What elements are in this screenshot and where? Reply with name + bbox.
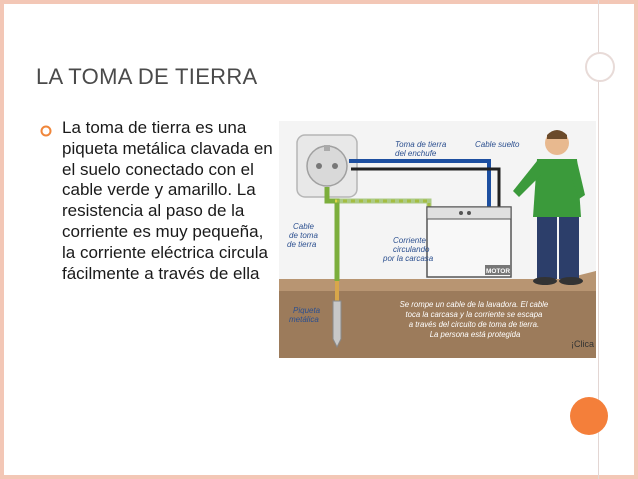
hollow-circle-bullet-icon [40, 124, 52, 140]
person-shirt [533, 159, 581, 217]
label-piqueta-metalica: Piqueta metálica [289, 306, 321, 324]
watermark-text: ¡Clica [571, 339, 595, 349]
label-cable-toma-tierra: Cable de toma de tierra [287, 222, 318, 249]
person-leg-left [537, 217, 557, 279]
ground-stake-icon [333, 301, 341, 347]
person-leg-right [559, 217, 579, 279]
frame-bottom-border [0, 475, 638, 479]
label-toma-tierra: Toma de tierra del enchufe [395, 140, 447, 158]
label-cable-suelto: Cable suelto [475, 140, 520, 149]
frame-right-border [634, 0, 638, 479]
motor-label: MOTOR [485, 268, 511, 275]
grounding-diagram [279, 121, 596, 358]
diagram-caption: Se rompe un cable de la lavadora. El cable toca la carcasa y la corriente se escapa a través del circuito de toma de tierra. La persona está protegida [399, 300, 549, 339]
socket-icon [307, 146, 347, 186]
bullet-paragraph: La toma de tierra es una piqueta metálica clavada en el suelo conectado con el cable verde y amarillo. La resistencia al paso de la corriente es muy pequeña, la corriente eléctrica circula fácilmente a través de ella [62, 118, 273, 283]
label-corriente-circulando: Corriente circulando por la carcasa [383, 236, 434, 263]
frame-top-border [0, 0, 638, 4]
decorative-circle-orange [570, 397, 608, 435]
slide-title: LA TOMA DE TIERRA [36, 64, 258, 89]
decorative-circle-top [585, 52, 615, 82]
frame-left-border [0, 0, 4, 479]
